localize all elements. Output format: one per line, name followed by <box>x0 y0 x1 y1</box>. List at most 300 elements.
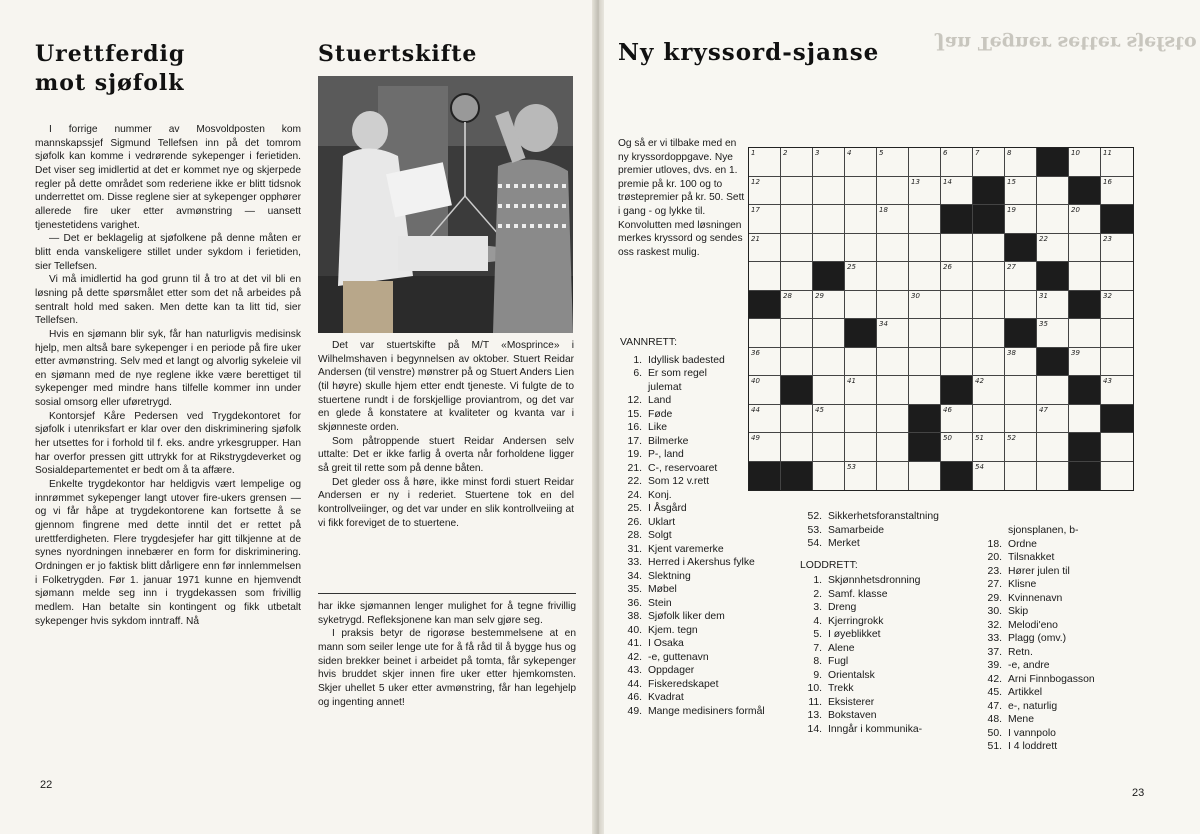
crossword-cell[interactable] <box>1101 262 1133 291</box>
clue-text: Eksisterer <box>828 696 875 708</box>
clue-text: Klisne <box>1008 579 1037 590</box>
clue-item <box>620 556 800 570</box>
crossword-cell[interactable] <box>877 462 909 491</box>
clue-text: Inngår i kommunika- <box>828 723 923 735</box>
crossword-cell[interactable] <box>1069 348 1101 377</box>
crossword-cell[interactable] <box>1005 205 1037 234</box>
crossword-block <box>973 177 1005 206</box>
loddrett-list <box>800 574 975 736</box>
crossword-cell[interactable] <box>781 319 813 348</box>
vannrett-heading: VANNRETT: <box>620 337 677 348</box>
crossword-cell[interactable] <box>1101 177 1133 206</box>
crossword-block <box>1069 291 1101 320</box>
crossword-cell[interactable] <box>1069 234 1101 263</box>
clue-text: -e, andre <box>1008 660 1050 671</box>
clue-item <box>980 592 1180 606</box>
crossword-cell[interactable] <box>1069 148 1101 177</box>
crossword-cell[interactable] <box>909 319 941 348</box>
clue-text: Bokstaven <box>828 710 877 721</box>
cell-number: 54 <box>975 462 984 471</box>
clue-item <box>980 632 1180 646</box>
crossword-cell[interactable] <box>813 234 845 263</box>
crossword-block <box>941 462 973 491</box>
clue-text: Føde <box>648 408 673 420</box>
clue-number: 36. <box>627 597 642 609</box>
crossword-block <box>781 462 813 491</box>
clue-item <box>620 624 800 638</box>
crossword-block <box>909 405 941 434</box>
crossword-cell[interactable] <box>781 405 813 434</box>
clue-text: Merket <box>828 538 860 549</box>
crossword-cell[interactable] <box>1005 148 1037 177</box>
clue-text: Slektning <box>648 570 691 582</box>
cell-number: 45 <box>815 405 824 414</box>
clue-number: 33. <box>987 633 1002 644</box>
cell-number: 26 <box>943 263 952 271</box>
crossword-block <box>909 433 941 462</box>
clue-text: Idyllisk badested <box>648 354 725 366</box>
clues-column-2 <box>800 510 975 736</box>
crossword-cell[interactable] <box>781 234 813 263</box>
crossword-block <box>749 462 781 491</box>
cell-number: 36 <box>751 348 760 357</box>
crossword-cell[interactable] <box>845 148 877 177</box>
crossword-cell[interactable] <box>813 348 845 377</box>
clue-item <box>620 705 800 719</box>
crossword-cell[interactable] <box>749 319 781 348</box>
clue-number: 19. <box>627 449 642 460</box>
clue-text: Kjerringrokk <box>828 615 884 627</box>
crossword-block <box>1037 148 1069 177</box>
crossword-cell[interactable] <box>1037 205 1069 234</box>
crossword-cell[interactable] <box>877 348 909 377</box>
crossword-cell[interactable] <box>845 234 877 263</box>
cell-number: 44 <box>751 405 760 414</box>
crossword-cell[interactable] <box>941 433 973 462</box>
clue-number: 54. <box>807 538 822 549</box>
clue-item <box>800 537 975 551</box>
crossword-cell[interactable] <box>1005 405 1037 434</box>
crossword-cell[interactable] <box>877 405 909 434</box>
clue-text: e-, naturlig <box>1008 700 1058 712</box>
cell-number: 46 <box>943 405 952 414</box>
crossword-cell[interactable] <box>973 376 1005 405</box>
crossword-cell[interactable] <box>749 405 781 434</box>
crossword-cell[interactable] <box>877 205 909 234</box>
clue-text: Arni Finnbogasson <box>1008 673 1095 685</box>
crossword-block <box>1069 376 1101 405</box>
crossword-cell[interactable] <box>749 376 781 405</box>
crossword-block <box>941 205 973 234</box>
crossword-cell[interactable] <box>845 205 877 234</box>
crossword-cell[interactable] <box>1037 462 1069 491</box>
clue-number: 20. <box>987 552 1002 563</box>
crossword-cell[interactable] <box>1005 433 1037 462</box>
clue-text: Trekk <box>828 683 854 694</box>
clue-item <box>620 529 800 543</box>
crossword-cell[interactable] <box>1037 234 1069 263</box>
crossword-block <box>1005 234 1037 263</box>
bleed-through-text: Jan Tegner setter sjefsto <box>936 32 1197 54</box>
clue-number: 38. <box>627 611 642 622</box>
crossword-cell[interactable] <box>845 405 877 434</box>
clue-text: Melodi'eno <box>1008 619 1058 631</box>
clue-number: 7. <box>813 642 822 654</box>
crossword-cell[interactable] <box>877 319 909 348</box>
cell-number: 8 <box>1007 149 1012 157</box>
clue-item <box>620 691 800 705</box>
clue-item <box>620 543 800 557</box>
crossword-cell[interactable] <box>941 262 973 291</box>
clue-number: 2. <box>813 588 822 600</box>
crossword-block <box>941 376 973 405</box>
clue-number: 42. <box>627 651 642 663</box>
clue-text: I øyeblikket <box>828 629 881 640</box>
clue-number: 29. <box>987 592 1002 604</box>
clue-number: 30. <box>987 606 1002 617</box>
clue-text: Stein <box>648 597 672 609</box>
crossword-cell[interactable] <box>1037 405 1069 434</box>
crossword-cell[interactable] <box>877 262 909 291</box>
cell-number: 30 <box>911 291 920 300</box>
crossword-cell[interactable] <box>1037 376 1069 405</box>
article-paragraph: Enkelte trygdekontor har heldigvis vært lempelige og innrømmet sykepenger langt utover fire-ukers grensen — og vi får håpe at trygdekontorene kan fortsette å se gjennom fingrene med dette inntil det er rettet på urettferdigheten. Flere trygdesjefer har gitt tilkjenne at de synes nyordningen innebærer en form for diskriminering. Ordningen er jo faktisk blitt dårligere enn før innlemmelsen i Folketrygden. Før 1. januar 1971 kunne en hjemvendt sjømann melde seg inn i trygdekassen som frivillig medlem. Han betalte sin kontingent og fikk utbetalt sykepenger hvis sykdom inntraff. Nå <box>35 479 301 627</box>
crossword-cell[interactable] <box>941 148 973 177</box>
article-title-stuertskifte: Stuertskifte <box>318 41 478 67</box>
cell-number: 19 <box>1007 206 1016 214</box>
crossword-cell[interactable] <box>749 234 781 263</box>
crossword-cell[interactable] <box>941 291 973 320</box>
crossword-cell[interactable] <box>813 433 845 462</box>
cell-number: 7 <box>975 149 980 157</box>
crossword-cell[interactable] <box>941 177 973 206</box>
crossword-cell[interactable] <box>1005 291 1037 320</box>
clue-number: 5. <box>813 629 822 640</box>
crossword-cell[interactable] <box>781 262 813 291</box>
cell-number: 15 <box>1007 177 1016 186</box>
clue-number: 45. <box>987 687 1002 698</box>
crossword-cell[interactable] <box>909 291 941 320</box>
clue-item <box>800 642 975 656</box>
clue-item <box>980 619 1180 633</box>
clue-text: P-, land <box>648 449 684 460</box>
cell-number: 32 <box>1103 291 1112 300</box>
article-body-urettferdig <box>35 123 301 628</box>
crossword-cell[interactable] <box>781 291 813 320</box>
crossword-block <box>1069 462 1101 491</box>
clue-text: Uklart <box>648 516 676 528</box>
clue-number: 42. <box>987 673 1002 685</box>
clue-text: Dreng <box>828 602 857 613</box>
cell-number: 1 <box>751 149 756 157</box>
clue-item <box>620 583 800 597</box>
crossword-cell[interactable] <box>909 376 941 405</box>
clue-number: 51. <box>987 741 1002 752</box>
crossword-cell[interactable] <box>877 234 909 263</box>
clue-number: 1. <box>813 575 822 586</box>
crossword-cell[interactable] <box>749 433 781 462</box>
crossword-cell[interactable] <box>1069 405 1101 434</box>
crossword-cell[interactable] <box>1037 291 1069 320</box>
photo-illustration <box>318 76 573 333</box>
cell-number: 53 <box>847 462 856 471</box>
clue-text: Skip <box>1008 606 1029 617</box>
clue-text: Tilsnakket <box>1008 552 1055 563</box>
crossword-cell[interactable] <box>1037 177 1069 206</box>
cell-number: 34 <box>879 320 888 328</box>
crossword-cell[interactable] <box>877 291 909 320</box>
crossword-cell[interactable] <box>1101 234 1133 263</box>
crossword-block <box>1037 348 1069 377</box>
crossword-cell[interactable] <box>941 234 973 263</box>
clue-number: 21. <box>627 462 642 474</box>
cell-number: 47 <box>1039 405 1048 414</box>
clue-text: Sikkerhetsforanstaltning <box>828 511 939 522</box>
crossword-cell[interactable] <box>941 348 973 377</box>
crossword-cell[interactable] <box>813 462 845 491</box>
crossword-cell[interactable] <box>909 462 941 491</box>
clue-number: 31. <box>627 543 642 555</box>
clue-number: 37. <box>987 646 1002 658</box>
crossword-cell[interactable] <box>813 319 845 348</box>
clue-text: I vannpolo <box>1008 727 1056 739</box>
clue-text: Plagg (omv.) <box>1008 633 1067 644</box>
clue-text: Mange medisiners formål <box>648 705 765 717</box>
crossword-cell[interactable] <box>749 205 781 234</box>
cell-number: 27 <box>1007 263 1016 271</box>
crossword-cell[interactable] <box>973 405 1005 434</box>
crossword-cell[interactable] <box>877 376 909 405</box>
clue-text: Kjent varemerke <box>648 543 724 555</box>
cell-number: 16 <box>1103 177 1112 186</box>
cell-number: 25 <box>847 263 856 271</box>
crossword-cell[interactable] <box>813 205 845 234</box>
clue-number: 49. <box>627 705 642 717</box>
clue-text: Bilmerke <box>648 435 689 447</box>
crossword-cell[interactable] <box>1037 433 1069 462</box>
clue-text: sjonsplanen, b- <box>1008 525 1079 536</box>
loddrett-list-continued <box>980 524 1180 754</box>
crossword-cell[interactable] <box>845 348 877 377</box>
caption-paragraph: Det var stuertskifte på M/T «Mosprince» i Wilhelmshaven i begynnelsen av oktober. Stuert Reidar Andersen (til venstre) mønstrer på og Stuert Anders Lien (til høyre) skulle hjem etter endt tjeneste. Vi fulgte de to stuertene rundt i de forskjellige proviantrom, og det var en glede å konstatere at kvaliteter og kvanta var i skjønneste orden. <box>318 340 574 433</box>
crossword-cell[interactable] <box>1101 433 1133 462</box>
crossword-cell[interactable] <box>973 462 1005 491</box>
crossword-block <box>813 262 845 291</box>
crossword-cell[interactable] <box>1101 348 1133 377</box>
crossword-cell[interactable] <box>749 262 781 291</box>
clue-number: 41. <box>627 638 642 649</box>
clue-item <box>800 628 975 642</box>
clue-item <box>980 565 1180 579</box>
cell-number: 35 <box>1039 320 1048 328</box>
crossword-cell[interactable] <box>973 348 1005 377</box>
clue-item <box>980 659 1180 673</box>
crossword-cell[interactable] <box>909 205 941 234</box>
clue-number: 26. <box>627 516 642 528</box>
crossword-cell[interactable] <box>973 234 1005 263</box>
crossword-cell[interactable] <box>845 462 877 491</box>
clue-number: 17. <box>627 435 642 447</box>
crossword-cell[interactable] <box>749 348 781 377</box>
crossword-cell[interactable] <box>941 319 973 348</box>
crossword-cell[interactable] <box>909 234 941 263</box>
crossword-cell[interactable] <box>909 177 941 206</box>
crossword-title: Ny kryssord-sjanse <box>618 39 880 66</box>
crossword-cell[interactable] <box>973 291 1005 320</box>
crossword-cell[interactable] <box>1101 291 1133 320</box>
crossword-cell[interactable] <box>973 319 1005 348</box>
crossword-cell[interactable] <box>845 376 877 405</box>
article-continuation <box>318 600 576 709</box>
crossword-cell[interactable] <box>973 148 1005 177</box>
cell-number: 21 <box>751 234 760 243</box>
crossword-cell[interactable] <box>973 433 1005 462</box>
cell-number: 43 <box>1103 377 1112 385</box>
clue-number: 10. <box>807 683 822 694</box>
continuation-paragraph: I praksis betyr de rigorøse bestemmelsene at en mann som seiler lenge ute for å få råd til å bygge hus og siden brekker beinet i arbeidet på tomta, får sykepenger hvis bruddet skjer innen fire uker etter hjemkomsten. Skjer uhellet 5 uker etter avmønstring, får han legehjelp og ingenting annet! <box>318 628 576 708</box>
clue-number: 46. <box>627 692 642 703</box>
clue-number: 32. <box>987 619 1002 631</box>
crossword-cell[interactable] <box>813 376 845 405</box>
crossword-cell[interactable] <box>877 177 909 206</box>
clue-item <box>800 723 975 737</box>
crossword-cell[interactable] <box>1069 262 1101 291</box>
crossword-cell[interactable] <box>781 348 813 377</box>
crossword-block <box>1037 262 1069 291</box>
article-paragraph: I forrige nummer av Mosvoldposten kom mannskapssjef Sigmund Tellefsen inn på det tomrom sjøfolk kan komme i vedrørende sykepenger i ferietiden. Det viser seg imidlertid at det er kommet nye og skjerpede regler på dette området som rederiene ikke er blitt tidsnok underrettet om. Disse reglene sier at sykepenger opphører allerede fire uker etter avmønstring — uansett tjenestetidens varighet. <box>35 124 301 231</box>
clue-number: 43. <box>627 665 642 676</box>
crossword-cell[interactable] <box>1101 319 1133 348</box>
crossword-cell[interactable] <box>909 262 941 291</box>
crossword-block <box>749 291 781 320</box>
crossword-cell[interactable] <box>1005 348 1037 377</box>
crossword-cell[interactable] <box>781 177 813 206</box>
clue-text: I Osaka <box>648 638 684 649</box>
crossword-cell[interactable] <box>909 148 941 177</box>
clue-text: Ordne <box>1008 538 1037 550</box>
clue-text: Kvinnenavn <box>1008 592 1063 604</box>
crossword-cell[interactable] <box>1037 319 1069 348</box>
clue-text: Møbel <box>648 584 677 595</box>
clue-item <box>620 664 800 678</box>
cell-number: 2 <box>783 149 788 157</box>
cell-number: 29 <box>815 291 824 300</box>
crossword-cell[interactable] <box>877 433 909 462</box>
crossword-cell[interactable] <box>1101 148 1133 177</box>
clue-number: 34. <box>627 570 642 582</box>
clue-number: 50. <box>987 727 1002 739</box>
clue-number: 12. <box>627 395 642 406</box>
clue-text: Kvadrat <box>648 692 684 703</box>
crossword-cell[interactable] <box>1101 462 1133 491</box>
clue-item <box>980 740 1180 754</box>
divider-line <box>318 593 576 594</box>
cell-number: 12 <box>751 177 760 186</box>
crossword-cell[interactable] <box>845 177 877 206</box>
clue-item <box>800 510 975 524</box>
clue-text: Mene <box>1008 714 1034 725</box>
loddrett-heading: LODDRETT: <box>800 559 858 571</box>
crossword-cell[interactable] <box>973 262 1005 291</box>
clue-text: I 4 loddrett <box>1008 741 1058 752</box>
crossword-cell[interactable] <box>877 148 909 177</box>
clue-item <box>800 709 975 723</box>
crossword-cell[interactable] <box>813 177 845 206</box>
clue-item <box>800 574 975 588</box>
crossword-cell[interactable] <box>781 148 813 177</box>
cell-number: 18 <box>879 206 888 214</box>
clue-number: 35. <box>627 584 642 595</box>
clue-number: 48. <box>987 714 1002 725</box>
crossword-cell[interactable] <box>1005 376 1037 405</box>
clue-text: Konj. <box>648 489 672 501</box>
crossword-intro: Og så er vi tilbake med en ny kryssordoppgave. Nye premier utloves, dvs. en 1. premie på kr. 100 og to trøstepremier på kr. 50. Sett i gang - og lykke til. Konvolutten med løsningen merkes kryssord og sendes oss raskest mulig. <box>618 138 745 258</box>
cell-number: 10 <box>1071 149 1080 157</box>
clue-item <box>980 646 1180 660</box>
crossword-cell[interactable] <box>845 291 877 320</box>
article-paragraph: Vi må imidlertid ha god grunn til å tro at det vil bli en løsning på dette spørsmålet etter som det nå arbeides på sentralt hold med saken. Men dette kan ta litt tid, sier Tellefsen. <box>35 274 301 327</box>
clue-item <box>620 502 800 516</box>
cell-number: 50 <box>943 434 952 442</box>
clue-item <box>980 713 1180 727</box>
left-page <box>0 0 596 834</box>
crossword-cell[interactable] <box>749 177 781 206</box>
crossword-block <box>1069 177 1101 206</box>
crossword-cell[interactable] <box>845 433 877 462</box>
clue-number <box>620 381 642 395</box>
clue-text: Samarbeide <box>828 524 885 536</box>
crossword-cell[interactable] <box>941 405 973 434</box>
clue-number: 24. <box>627 489 642 501</box>
crossword-cell[interactable] <box>813 148 845 177</box>
crossword-cell[interactable] <box>909 348 941 377</box>
crossword-cell[interactable] <box>1069 319 1101 348</box>
crossword-cell[interactable] <box>781 205 813 234</box>
crossword-cell[interactable] <box>749 148 781 177</box>
clue-number: 9. <box>813 669 822 681</box>
cell-number: 3 <box>815 149 820 157</box>
clue-number: 6. <box>633 368 642 379</box>
crossword-cell[interactable] <box>813 291 845 320</box>
page-number-left: 22 <box>40 779 53 791</box>
clue-text: Artikkel <box>1008 687 1043 698</box>
crossword-cell[interactable] <box>813 405 845 434</box>
crossword-cell[interactable] <box>1101 376 1133 405</box>
crossword-block <box>845 319 877 348</box>
clue-item <box>620 597 800 611</box>
crossword-cell[interactable] <box>1069 205 1101 234</box>
crossword-cell[interactable] <box>1005 177 1037 206</box>
crossword-cell[interactable] <box>845 262 877 291</box>
cell-number: 5 <box>879 149 884 157</box>
crossword-block <box>1005 319 1037 348</box>
clue-item <box>800 696 975 710</box>
clue-text: I Åsgård <box>648 503 687 514</box>
clue-item <box>800 682 975 696</box>
crossword-cell[interactable] <box>781 433 813 462</box>
clue-item <box>980 700 1180 714</box>
crossword-cell[interactable] <box>1005 462 1037 491</box>
caption-paragraph: Det gleder oss å høre, ikke minst fordi stuert Reidar Andersen er ny i rederiet. Stuertene tok en del kontrollveiinger, og det var under en slik kontrollveiing at vi fikk foreviget de to stuertene. <box>318 476 574 529</box>
clue-item <box>620 651 800 665</box>
clue-text: Orientalsk <box>828 669 875 681</box>
clue-number: 4. <box>813 615 822 627</box>
clue-item <box>800 669 975 683</box>
clue-text: Skjønnhetsdronning <box>828 575 921 586</box>
article-paragraph: Kontorsjef Kåre Pedersen ved Trygdekontoret for sjøfolk i utenriksfart er klar over den diskriminering sjøfolk her utsettes for i forhold til f. eks. andre yrkesgrupper. Han har overfor pressen gitt uttrykk for at Rikstrygdeverket og Sosialdepartementet er bedt om å ta affære. <box>35 410 301 477</box>
crossword-cell[interactable] <box>1005 262 1037 291</box>
clue-number: 28. <box>627 530 642 541</box>
